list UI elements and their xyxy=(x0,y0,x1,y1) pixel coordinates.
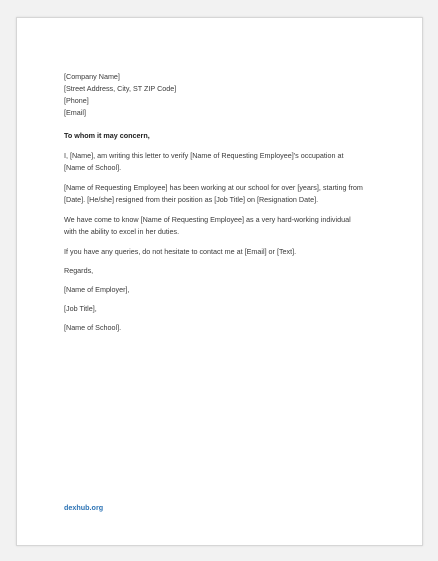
street-address: [Street Address, City, ST ZIP Code] xyxy=(64,84,177,93)
letter-body xyxy=(64,71,364,334)
phone: [Phone] xyxy=(64,96,89,105)
email: [Email] xyxy=(64,108,86,117)
paragraph-intro: I, [Name], am writing this letter to verify [Name of Requesting Employee]’s occupation at [Name of School]. xyxy=(64,151,344,172)
paragraph-contact: If you have any queries, do not hesitate to contact me at [Email] or [Text]. xyxy=(64,247,297,256)
sender-address-block xyxy=(64,71,364,119)
signature-employer: [Name of Employer], xyxy=(64,285,130,294)
closing: Regards, xyxy=(64,266,94,275)
signature-job-title: [Job Title], xyxy=(64,304,97,313)
paragraph-employment: [Name of Requesting Employee] has been working at our school for over [years], starting from [Date]. [He/she] resigned from their position as [Job Title] on [Resignation Date]. xyxy=(64,183,363,204)
footer-site-link[interactable]: dexhub.org xyxy=(64,503,104,512)
salutation: To whom it may concern, xyxy=(64,131,150,140)
paragraph-character: We have come to know [Name of Requesting Employee] as a very hard-working individual with the ability to excel in her duties. xyxy=(64,215,351,236)
signature-school: [Name of School]. xyxy=(64,323,122,332)
document-page xyxy=(16,17,423,546)
company-name: [Company Name] xyxy=(64,72,120,81)
